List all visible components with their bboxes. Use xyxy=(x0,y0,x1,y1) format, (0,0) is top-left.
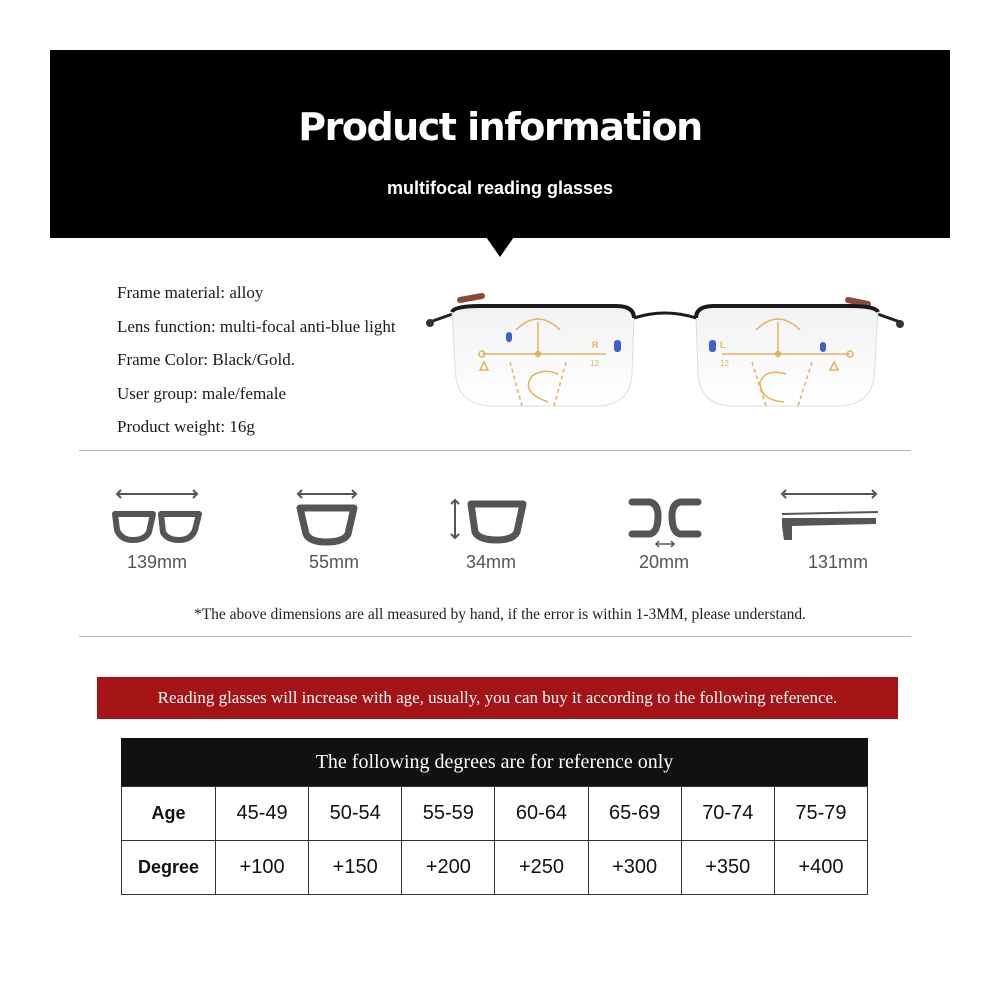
table-cell: +100 xyxy=(216,841,309,895)
dimension-label: 34mm xyxy=(465,552,516,572)
dimension-label: 139mm xyxy=(126,552,188,572)
dimension-bridge-width xyxy=(594,470,734,580)
table-cell: 75-79 xyxy=(774,787,867,841)
dimension-temple-length xyxy=(768,470,908,580)
header-pointer xyxy=(486,237,514,257)
dimension-label: 20mm xyxy=(638,552,689,572)
table-cell: +400 xyxy=(774,841,867,895)
spec-list xyxy=(117,281,396,449)
table-cell: +300 xyxy=(588,841,681,895)
bridge-width-icon xyxy=(594,478,734,548)
svg-text:12: 12 xyxy=(720,359,729,368)
table-row-degree xyxy=(122,841,868,895)
table-row-age xyxy=(122,787,868,841)
table-cell: 70-74 xyxy=(681,787,774,841)
spec-lens-function: Lens function: multi-focal anti-blue light xyxy=(117,316,396,336)
temple-length-icon xyxy=(768,478,908,548)
table-cell: 60-64 xyxy=(495,787,588,841)
table-cell: 45-49 xyxy=(216,787,309,841)
table-title: The following degrees are for reference only xyxy=(121,738,868,786)
dimension-row xyxy=(79,470,911,580)
measurement-note: *The above dimensions are all measured by hand, if the error is within 1-3MM, please understand. xyxy=(193,606,807,623)
spec-product-weight: Product weight: 16g xyxy=(117,417,255,436)
glasses-product-image xyxy=(420,282,910,422)
dimension-label: 131mm xyxy=(807,552,869,572)
dimension-label: 55mm xyxy=(308,552,359,572)
table-cell: 65-69 xyxy=(588,787,681,841)
table-row-label: Age xyxy=(122,787,216,841)
degree-table xyxy=(121,786,868,895)
header-banner xyxy=(50,50,950,238)
table-cell: +350 xyxy=(681,841,774,895)
page-title: Product information xyxy=(298,105,702,149)
table-cell: +250 xyxy=(495,841,588,895)
degree-reference-table xyxy=(121,738,868,895)
table-cell: 55-59 xyxy=(402,787,495,841)
dimension-frame-width xyxy=(87,470,227,580)
dimension-lens-width xyxy=(264,470,404,580)
svg-text:L: L xyxy=(720,340,726,350)
dimension-lens-height xyxy=(421,470,561,580)
svg-text:R: R xyxy=(592,340,599,350)
table-cell: +150 xyxy=(309,841,402,895)
divider-bottom xyxy=(79,636,911,637)
spec-frame-material: Frame material: alloy xyxy=(117,283,264,302)
table-cell: 50-54 xyxy=(309,787,402,841)
table-cell: +200 xyxy=(402,841,495,895)
table-row-label: Degree xyxy=(122,841,216,895)
page-subtitle: multifocal reading glasses xyxy=(386,178,614,198)
svg-text:12: 12 xyxy=(590,359,599,368)
reference-banner: Reading glasses will increase with age, usually, you can buy it according to the following reference. xyxy=(97,677,898,719)
lens-width-icon xyxy=(264,478,404,548)
spec-user-group: User group: male/female xyxy=(117,383,286,403)
frame-width-icon xyxy=(87,478,227,548)
lens-height-icon xyxy=(421,478,561,548)
spec-frame-color: Frame Color: Black/Gold. xyxy=(117,350,296,369)
divider-top xyxy=(79,450,911,451)
